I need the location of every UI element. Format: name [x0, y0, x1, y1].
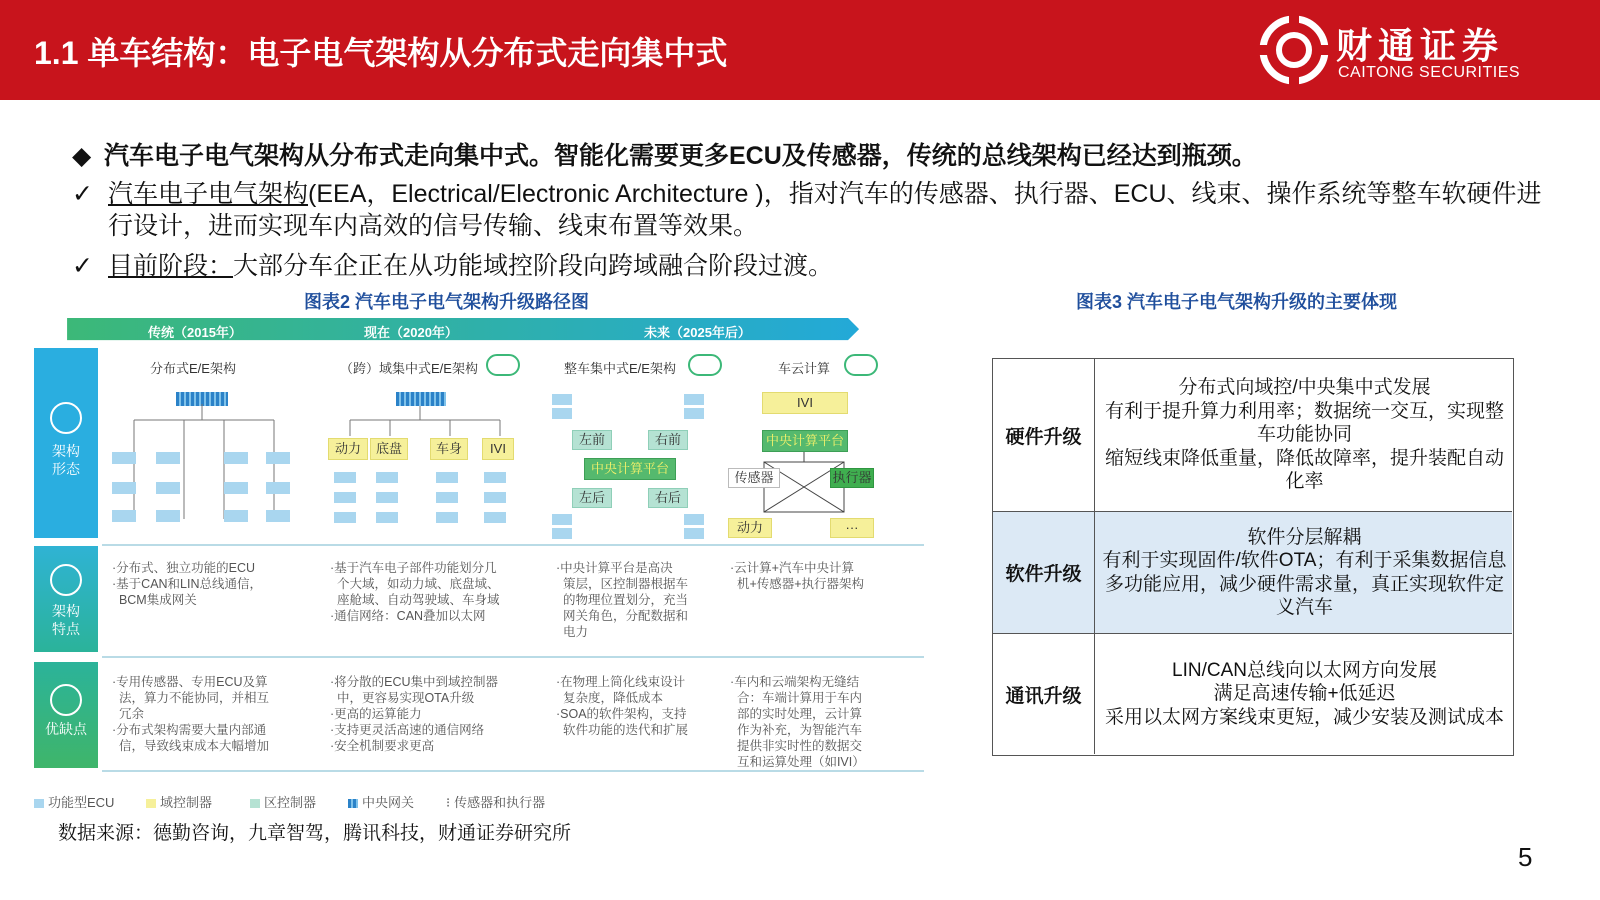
row-header: 硬件升级 [993, 359, 1095, 511]
side-label: 架构 特点 [52, 603, 80, 637]
functional-ecu [224, 482, 248, 494]
table-row [993, 634, 1512, 754]
cloud-icon [844, 354, 878, 376]
legend-item: 中央网关 [348, 792, 414, 811]
grid-icon [50, 684, 82, 716]
functional-ecu [552, 408, 572, 419]
page-title: 1.1 单车结构：电子电气架构从分布式走向集中式 [34, 35, 728, 71]
functional-ecu [112, 482, 136, 494]
zone-controller: 右前 [648, 430, 688, 450]
central-gateway [396, 392, 446, 406]
functional-ecu [684, 394, 704, 405]
functional-ecu [112, 452, 136, 464]
caitong-logo-icon [1258, 14, 1330, 86]
domain-controller: 底盘 [370, 438, 408, 460]
eye-icon [50, 564, 82, 596]
table-row [993, 512, 1512, 634]
side-label: 优缺点 [45, 721, 87, 737]
check-icon: ✓ [72, 180, 93, 208]
side-pros-cons [34, 662, 98, 768]
power-unit: 动力 [728, 518, 772, 538]
legend-item: 域控制器 [146, 792, 212, 811]
functional-ecu [224, 510, 248, 522]
legend-item: 功能型ECU [34, 792, 114, 811]
functional-ecu [552, 394, 572, 405]
side-label: 架构 形态 [52, 443, 80, 477]
side-architecture-form [34, 348, 98, 538]
functional-ecu [436, 472, 458, 483]
definition-bullet [72, 178, 1552, 242]
domain-controller: 动力 [328, 438, 368, 460]
row-line: 有利于实现固件/软件OTA；有利于采集数据信息多功能应用，减少硬件需求量，真正实现软件定义汽车 [1102, 550, 1507, 618]
functional-ecu [552, 514, 572, 525]
column-title: 车云计算 [778, 361, 831, 376]
functional-ecu [376, 472, 398, 483]
feature-note: ·分布式、独立功能的ECU ·基于CAN和LIN总线通信， BCM集成网关 [112, 561, 263, 607]
functional-ecu [436, 492, 458, 503]
row-line: 有利于提升算力利用率；数据统一交互，实现整车功能协同 [1104, 400, 1504, 446]
sensor-unit: 传感器 [728, 468, 780, 488]
functional-ecu [266, 510, 290, 522]
upgrade-table [992, 358, 1514, 756]
logo-chinese-name: 财通证券 [1336, 25, 1505, 66]
column-title: 整车集中式E/E架构 [564, 361, 676, 376]
functional-ecu [334, 472, 356, 483]
functional-ecu [484, 512, 506, 523]
column-title: 分布式E/E架构 [150, 361, 236, 376]
domain-bus-lines [330, 406, 520, 436]
domain-controller: IVI [482, 438, 514, 460]
functional-ecu [436, 512, 458, 523]
figure3-caption: 图表3 汽车电子电气架构升级的主要体现 [1076, 292, 1398, 312]
definition-term: 汽车电子电气架构 [108, 180, 309, 208]
page-number: 5 [1518, 842, 1533, 872]
functional-ecu [484, 492, 506, 503]
zone-controller: 右后 [648, 488, 688, 508]
cube-icon [50, 402, 82, 434]
side-architecture-features [34, 546, 98, 652]
feature-note: ·中央计算平台是高决 策层，区控制器根据车 的物理位置划分，充当 网关角色，分配数据和 电力 [556, 561, 688, 639]
stage-bullet [72, 250, 833, 282]
pros-cons-note: ·车内和云端架构无缝结 合：车端计算用于车内 部的实时处理，云计算 作为补充，为智能汽车 提供非实时性的数据交 互和运算处理（如IVI） [730, 675, 865, 769]
more-units: ··· [830, 518, 874, 538]
row-line: LIN/CAN总线向以太网方向发展 [1172, 659, 1437, 681]
row-line: 软件分层解耦 [1247, 526, 1362, 548]
data-source: 数据来源：德勤咨询，九章智驾，腾讯科技，财通证券研究所 [58, 823, 572, 844]
check-icon: ✓ [72, 252, 93, 280]
functional-ecu [684, 408, 704, 419]
functional-ecu [224, 452, 248, 464]
functional-ecu [112, 510, 136, 522]
functional-ecu [334, 512, 356, 523]
timeline-stage: 未来（2025年后） [644, 325, 751, 340]
logo-english-name: CAITONG SECURITIES [1338, 64, 1521, 81]
cloud-icon [486, 354, 520, 376]
column-title: （跨）域集中式E/E架构 [340, 361, 478, 376]
central-computing-platform: 中央计算平台 [762, 430, 848, 452]
feature-note: ·基于汽车电子部件功能划分几 个大域，如动力域、底盘域、 座舱域、自动驾驶域、车身域 ·通信网络：CAN叠加以太网 [330, 561, 500, 623]
main-bullet-text: 汽车电子电气架构从分布式走向集中式。智能化需要更多ECU及传感器，传统的总线架构已经达到瓶颈。 [104, 142, 1257, 170]
functional-ecu [334, 492, 356, 503]
diamond-bullet-icon: ◆ [72, 142, 92, 170]
stage-term: 目前阶段： [108, 252, 234, 280]
functional-ecu [684, 528, 704, 539]
legend-item: 区控制器 [250, 792, 316, 811]
functional-ecu [156, 482, 180, 494]
row-header: 通讯升级 [993, 634, 1095, 754]
functional-ecu [156, 452, 180, 464]
row-line: 采用以太网方案线束更短，减少安装及测试成本 [1104, 706, 1504, 728]
row-line: 满足高速传输+低延迟 [1213, 683, 1396, 705]
company-logo [1258, 14, 1578, 86]
central-computing-platform: 中央计算平台 [584, 458, 676, 480]
pros-cons-note: ·将分散的ECU集中到域控制器 中，更容易实现OTA升级 ·更高的运算能力 ·支持更灵活高速的通信网络 ·安全机制要求更高 [330, 675, 499, 753]
functional-ecu [684, 514, 704, 525]
zone-controller: 左前 [572, 430, 612, 450]
figure2-caption: 图表2 汽车电子电气架构升级路径图 [304, 292, 590, 312]
row-line: 分布式向域控/中央集中式发展 [1178, 377, 1431, 399]
eea-upgrade-diagram [34, 314, 924, 814]
table-row [993, 359, 1512, 512]
pros-cons-note: ·专用传感器、专用ECU及算 法，算力不能协同，并相互 冗余 ·分布式架构需要大量内部通 信，导致线束成本大幅增加 [112, 675, 269, 753]
functional-ecu [266, 452, 290, 464]
row-header: 软件升级 [993, 512, 1095, 633]
cloud-icon [688, 354, 722, 376]
main-bullet [72, 136, 1257, 172]
ivi-unit: IVI [762, 392, 848, 414]
functional-ecu [484, 472, 506, 483]
row-line: 缩短线束降低重量，降低故障率，提升装配自动化率 [1104, 447, 1504, 493]
functional-ecu [552, 528, 572, 539]
distributed-bus-lines [104, 404, 314, 524]
legend-item: ⁝ 传感器和执行器 [446, 795, 546, 810]
functional-ecu [376, 512, 398, 523]
definition-text: (EEA，Electrical/Electronic Architecture )，指对汽车的传感器、执行器、ECU、线束、操作系统等整车软硬件进行设计，进而实现车内高效的信号传输、线束布置等效果。 [108, 180, 1542, 240]
functional-ecu [156, 510, 180, 522]
functional-ecu [266, 482, 290, 494]
timeline-stage: 现在（2020年） [364, 325, 458, 340]
header-bar [0, 0, 1600, 100]
stage-text: 大部分车企正在从功能域控阶段向跨域融合阶段过渡。 [233, 252, 834, 280]
domain-controller: 车身 [430, 438, 468, 460]
timeline-stage: 传统（2015年） [148, 325, 242, 340]
actuator-unit: 执行器 [830, 468, 874, 488]
zone-controller: 左后 [572, 488, 612, 508]
functional-ecu [376, 492, 398, 503]
feature-note: ·云计算+汽车中央计算 机+传感器+执行器架构 [730, 561, 865, 591]
pros-cons-note: ·在物理上简化线束设计 复杂度，降低成本 ·SOA的软件架构，支持 软件功能的迭代和扩展 [556, 675, 688, 737]
